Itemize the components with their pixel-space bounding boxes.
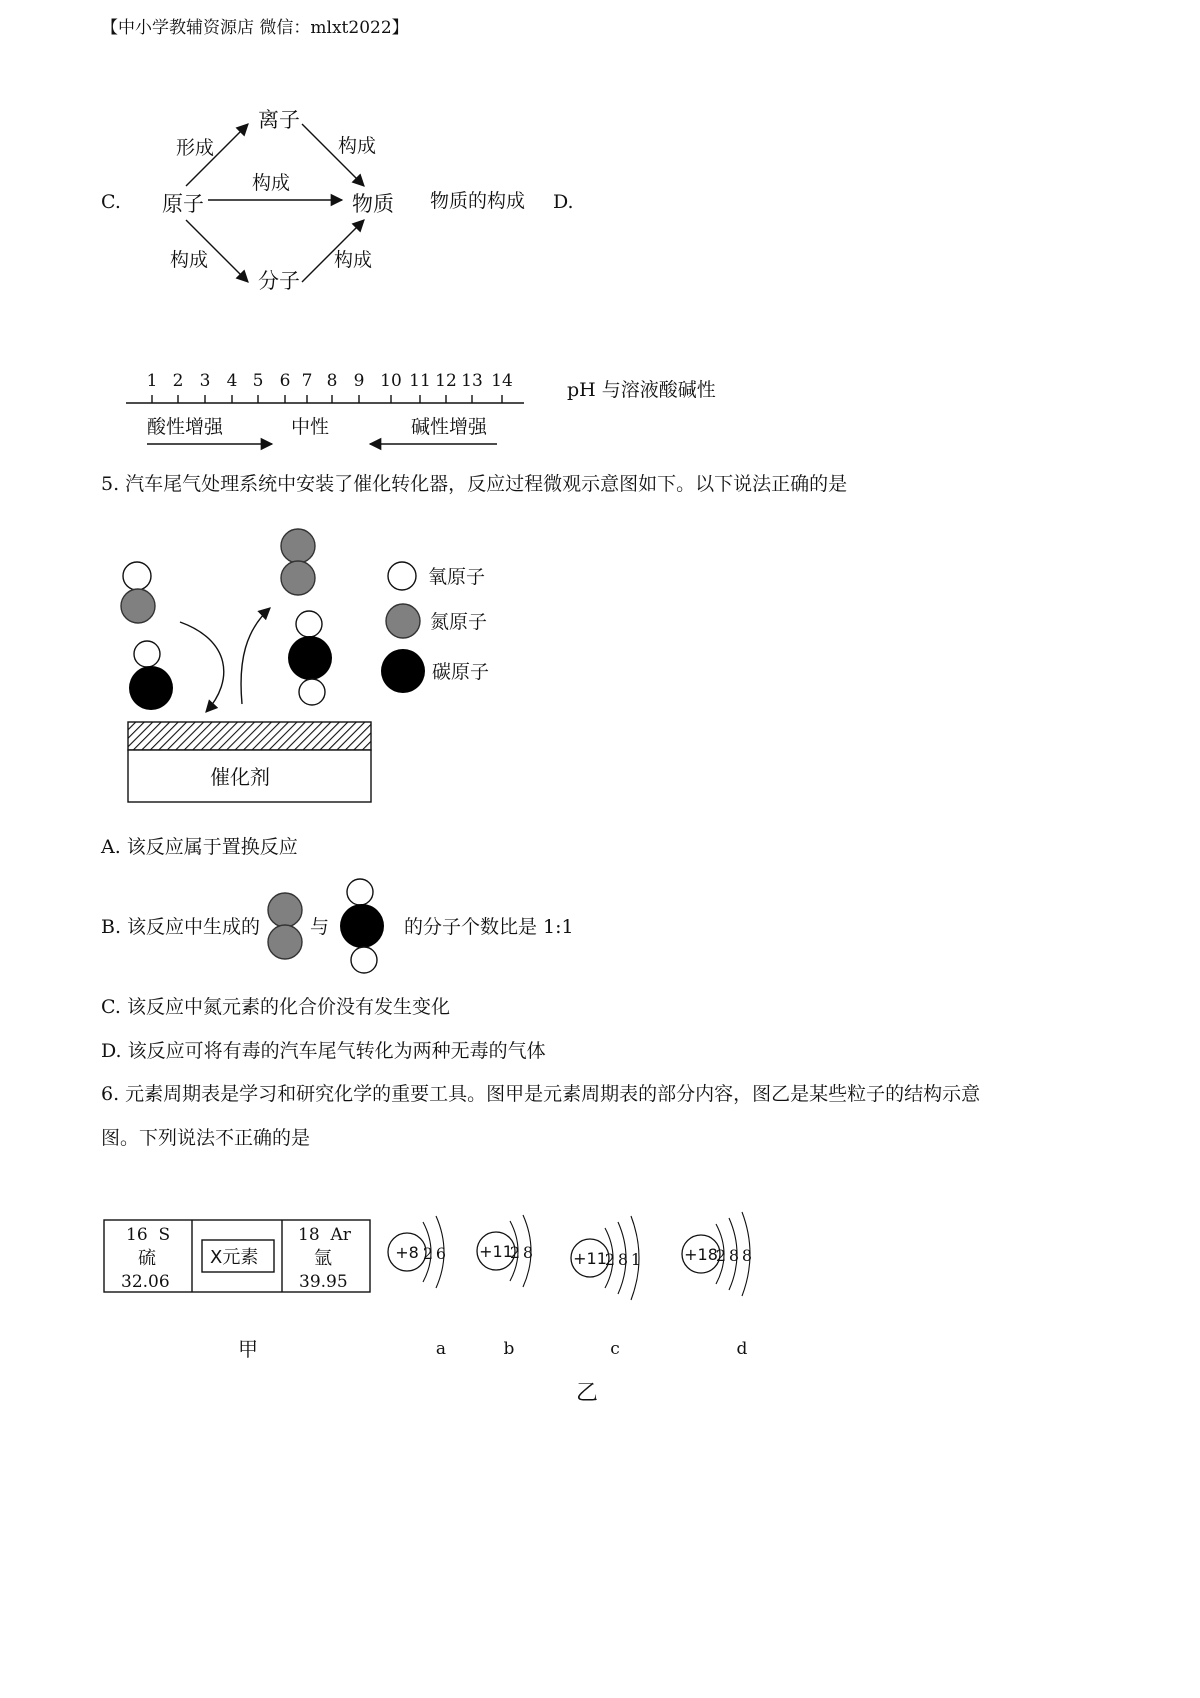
sulfur-name: 硫 (138, 1248, 156, 1269)
legend-nitrogen-label: 氮原子 (430, 611, 488, 633)
nucleus-charge: +11 (479, 1242, 513, 1261)
option-c-label: C. (101, 191, 121, 213)
option-c-caption: 物质的构成 (430, 190, 526, 212)
edge-atom-molecule: 构成 (170, 249, 209, 271)
q5-option-b-suffix: 的分子个数比是 1:1 (404, 916, 574, 938)
base-label: 碱性增强 (411, 416, 488, 438)
table-caption: 甲 (238, 1337, 258, 1361)
ph-tick-label: 5 (252, 371, 264, 391)
q5-option-d: D. 该反应可将有毒的汽车尾气转化为两种无毒的气体 (101, 1040, 546, 1062)
electron-count: 8 (728, 1246, 740, 1265)
option-d-label: D. (553, 191, 574, 213)
ph-tick-label: 1 (146, 371, 158, 391)
sulfur-number-symbol: 16 S (126, 1225, 171, 1245)
catalyst-label: 催化剂 (210, 765, 270, 789)
electron-count: 8 (617, 1250, 629, 1269)
ph-tick-label: 11 (409, 371, 431, 391)
electron-count: 2 (715, 1246, 727, 1265)
ph-tick-label: 6 (279, 371, 291, 391)
electron-count: 1 (630, 1250, 642, 1269)
q5-option-b-mid: 与 (310, 916, 330, 938)
particle-label: a (435, 1339, 447, 1359)
ph-tick-label: 13 (461, 371, 483, 391)
ph-tick-label: 12 (435, 371, 457, 391)
q5-stem: 5. 汽车尾气处理系统中安装了催化转化器，反应过程微观示意图如下。以下说法正确的是 (101, 473, 848, 495)
particle-label: d (736, 1339, 748, 1359)
acid-label: 酸性增强 (147, 416, 224, 438)
legend-carbon-label: 碳原子 (432, 661, 490, 683)
node-matter: 物质 (352, 192, 394, 216)
particle-diagram (682, 1212, 752, 1359)
sulfur-mass: 32.06 (121, 1272, 170, 1292)
q5-option-c: C. 该反应中氮元素的化合价没有发生变化 (101, 996, 450, 1018)
ph-tick-label: 4 (226, 371, 238, 391)
ph-tick-label: 7 (301, 371, 313, 391)
legend-oxygen-label: 氧原子 (428, 566, 486, 588)
q6-stem-line1: 6. 元素周期表是学习和研究化学的重要工具。图甲是元素周期表的部分内容，图乙是某些粒子的结构示意 (101, 1083, 981, 1105)
electron-count: 2 (509, 1243, 521, 1262)
ph-tick-label: 8 (326, 371, 338, 391)
electron-count: 2 (422, 1244, 434, 1263)
nucleus-charge: +8 (395, 1243, 419, 1262)
electron-count: 8 (741, 1246, 753, 1265)
particle-label: b (503, 1339, 515, 1359)
electron-count: 2 (604, 1250, 616, 1269)
electron-count: 6 (435, 1244, 447, 1263)
group-caption: 乙 (576, 1381, 599, 1406)
x-element-label: X元素 (210, 1247, 259, 1268)
q5-option-a: A. 该反应属于置换反应 (101, 836, 298, 858)
node-atom: 原子 (162, 192, 204, 216)
neutral-label: 中性 (291, 416, 330, 438)
nucleus-charge: +11 (573, 1249, 607, 1268)
argon-number-symbol: 18 Ar (298, 1225, 351, 1245)
ph-tick-label: 10 (380, 371, 402, 391)
particle-diagram (477, 1215, 533, 1359)
ph-tick-label: 9 (353, 371, 365, 391)
particle-label: c (610, 1339, 620, 1359)
particle-diagram (388, 1216, 446, 1359)
nucleus-charge: +18 (684, 1245, 718, 1264)
ph-tick-label: 3 (199, 371, 211, 391)
q5-option-b-prefix: B. 该反应中生成的 (101, 916, 261, 938)
ph-tick-label: 2 (172, 371, 184, 391)
argon-name: 氩 (314, 1248, 332, 1269)
edge-ion-matter: 构成 (338, 135, 377, 157)
node-ion: 离子 (258, 108, 300, 132)
edge-form: 形成 (176, 137, 215, 159)
edge-molecule-matter: 构成 (334, 249, 373, 271)
argon-mass: 39.95 (299, 1272, 348, 1292)
edge-atom-matter: 构成 (252, 172, 291, 194)
option-d-caption: pH 与溶液酸碱性 (567, 379, 716, 401)
node-molecule: 分子 (258, 269, 300, 293)
electron-count: 8 (522, 1243, 534, 1262)
page-header: 【中小学教辅资源店 微信：mlxt2022】 (101, 18, 409, 38)
particle-diagram (571, 1216, 641, 1359)
q6-stem-line2: 图。下列说法不正确的是 (101, 1127, 311, 1149)
ph-tick-label: 14 (491, 371, 513, 391)
